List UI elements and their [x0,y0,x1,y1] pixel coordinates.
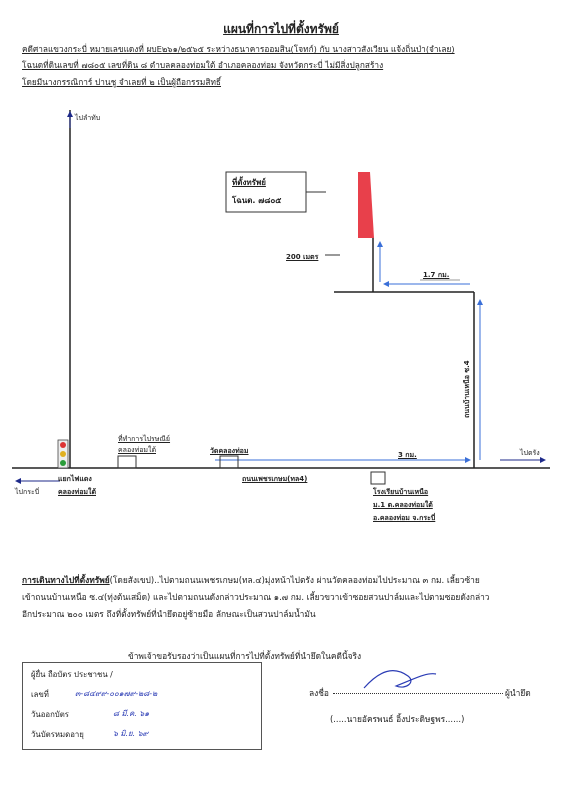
id-number: ๓-๘๔๙๙-๐๐๑๗๙-๒๘-๒ [75,689,158,698]
deed-line: โฉนดที่ดินเลขที่ ๗๘๐๕ เลขที่ดิน ๘ ตำบลคลองท่อมใต้ อำเภอคลองท่อม จังหวัดกระบี่ ไม่มีสิ่งปลูกสร้าง [22,60,384,70]
temple-label: วัดคลองท่อม [210,447,249,455]
school-icon [371,472,385,484]
to-krabi-label: ไปกระบี่ [15,488,40,496]
owner-line: โดยมีนางกรรณิการ์ ปานชู จำเลยที่ ๒ เป็นผู้ถือกรรมสิทธิ์ [22,77,221,87]
id-row-4-label: วันบัตรหมดอายุ [31,730,84,739]
post-office-icon [118,456,136,468]
school-label: โรงเรียนบ้านเหนือ [373,488,429,496]
distance-3km: 3 กม. [398,451,417,459]
green-light-icon [60,460,66,466]
to-trang-label: ไปตรัง [520,449,540,457]
page-title: แผนที่การไปที่ตั้งทรัพย์ [223,22,339,36]
id-row-1: ผู้ยื่น ถือบัตร ประชาชน / [31,670,113,679]
traffic-light-label: แยกไฟแดง [58,475,92,483]
distance-1-7km: 1.7 กม. [423,271,450,279]
signature-line [333,693,503,694]
directions-text-1: (โดยสังเขป)..ไปตามถนนเพชรเกษม(ทล.๔)มุ่งหน้าไปตรัง ผ่านวัดคลองท่อมไปประมาณ ๓ กม. เลี้ยวซ้าย [109,575,480,585]
post-office-label-2: คลองท่อมใต้ [118,446,156,454]
id-row-2-label: เลขที่ [31,690,49,699]
signer-name: (.....นายอัครพนธ์ อิ้งประดิษฐพร......) [330,714,465,724]
case-line: คดีศาลแขวงกระบี่ หมายเลขแดงที่ ผบE๒๖๑/๒๕๖๕ ระหว่างธนาคารออมสิน(โจทก์) กับ นางสาวสังเวียน แจ้งถิ่นป่า(จำเลย) [22,44,455,54]
certify-statement: ข้าพเจ้าขอรับรองว่าเป็นแผนที่การไปที่ตั้งทรัพย์ที่นำยึดในคดีนี้จริง [128,651,362,661]
amber-light-icon [60,451,66,457]
temple-icon [220,456,238,468]
traffic-light-label-2: คลองท่อมใต้ [58,488,96,496]
main-road-label: ถนนเพชรเกษม(ทล4) [242,475,308,483]
property-deed-label: โฉนด. ๗๘๐๕ [232,196,282,205]
red-light-icon [60,442,66,448]
post-office-label: ที่ทำการไปรษณีย์ [118,435,171,443]
directions-heading: การเดินทางไปที่ตั้งทรัพย์ [22,575,110,585]
id-card-box [22,662,262,750]
distance-200m: 200 เมตร [286,253,319,261]
signer-role: ผู้นำยึด [505,688,531,698]
to-lamthap-label: ไปลำทับ [75,114,101,122]
id-row-3-label: วันออกบัตร [31,710,69,719]
property-label: ที่ตั้งทรัพย์ [232,178,266,187]
id-expiry-date: ๖ มิ.ย. ๖๙ [113,729,149,738]
directions-line-2: เข้าถนนบ้านเหนือ ซ.๔(ทุ่งต้นเสม็ด) และไปตามถนนดังกล่าวประมาณ ๑.๗ กม. เลี้ยวขวาเข้าซอยสวนปาล์มและไปตามซอยดังกล่าว [22,592,490,602]
directions-line-3: อีกประมาณ ๒๐๐ เมตร ถึงที่ตั้งทรัพย์ที่นำยึดอยู่ซ้ายมือ ลักษณะเป็นสวนปาล์มน้ำมัน [22,609,316,619]
property-parcel [358,172,374,238]
signature-scribble [360,662,440,696]
sign-label: ลงชื่อ [309,688,329,698]
id-issue-date: ๘ มี.ค. ๖๑ [113,709,150,718]
directions-line-1 [22,573,480,587]
school-label-2: ม.1 ต.คลองท่อมใต้ [373,501,433,509]
road-north-label: ถนนบ้านเหนือ ซ.4 [463,360,471,418]
school-label-3: อ.คลองท่อม จ.กระบี่ [373,514,436,522]
